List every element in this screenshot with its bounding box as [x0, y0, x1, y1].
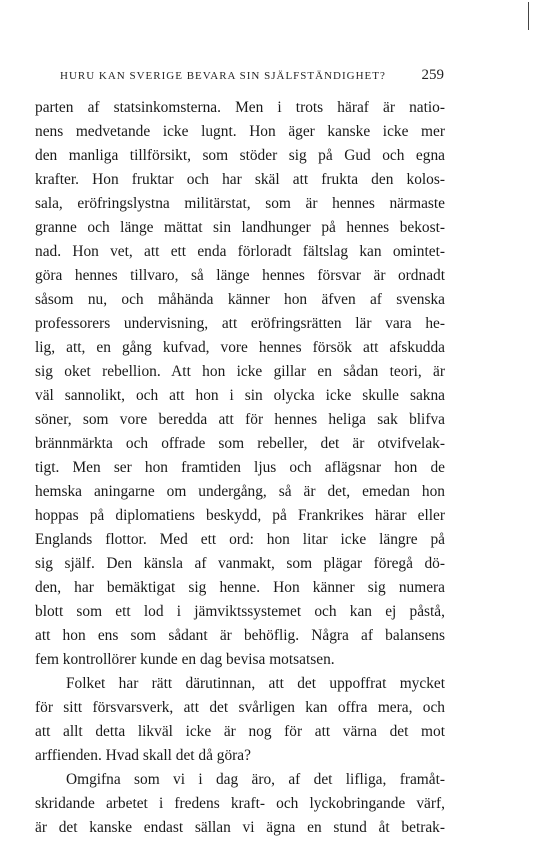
text-line-paragraph-start: Omgifna som vi i dag äro, af det lifliga, framåt-: [66, 771, 445, 788]
text-line: att allt detta likväl icke är nog för att värna det mot: [35, 723, 445, 740]
text-line: nad. Hon vet, att ett enda förloradt fältslag kan omintet-: [35, 243, 445, 260]
text-line: blott som ett lod i jämviktssystemet och kan ej påstå,: [35, 603, 445, 620]
text-line-paragraph-end: fem kontrollörer kunde en dag bevisa motsatsen.: [35, 651, 335, 668]
text-line: nens medvetande icke lugnt. Hon äger kanske icke mer: [35, 123, 445, 140]
text-line: parten af statsinkomsterna. Men i trots häraf är natio-: [35, 99, 445, 116]
text-line: granne och länge mättat sin landhunger på hennes bekost-: [35, 219, 445, 236]
page-edge-mark: [528, 2, 529, 30]
text-line: göra hennes tillvaro, så länge hennes försvar är ordnadt: [35, 267, 445, 284]
text-line: tigt. Men ser hon framtiden ljus och aflägsnar hon de: [35, 459, 445, 476]
text-line: brännmärkta och offrade som rebeller, det är otvifvelak-: [35, 435, 445, 452]
text-line: sala, eröfringslystna militärstat, som är hennes närmaste: [35, 195, 445, 212]
text-line: den, har bemäktigat sig henne. Hon känner sig numera: [35, 579, 445, 596]
text-line: sig själf. Den känsla af vanmakt, som plägar föregå dö-: [35, 555, 445, 572]
text-line: för sitt försvarsverk, att det svårligen kan offra mera, och: [35, 699, 445, 716]
text-line: skridande arbetet i fredens kraft- och lyckobringande värf,: [35, 795, 445, 812]
text-line-paragraph-start: Folket har rätt därutinnan, att det uppoffrat mycket: [66, 675, 445, 692]
text-line: professorers undervisning, att eröfringsrätten lär vara he-: [35, 315, 445, 332]
running-head: HURU KAN SVERIGE BEVARA SIN SJÄLFSTÄNDIGHET?: [60, 70, 386, 82]
text-line: att hon ens som sådant är behöflig. Några af balansens: [35, 627, 445, 644]
text-line: hoppas på diplomatiens beskydd, på Frankrikes härar eller: [35, 507, 445, 524]
text-line: sig oket rebellion. Att hon icke gillar en sådan teori, är: [35, 363, 445, 380]
text-line: söner, som vore beredda att för hennes heliga sak blifva: [35, 411, 445, 428]
text-line: krafter. Hon fruktar och har skäl att frukta den kolos-: [35, 171, 445, 188]
text-line: hemska aningarne om undergång, så är det, emedan hon: [35, 483, 445, 500]
page-number: 259: [421, 67, 444, 83]
text-line: är det kanske endast sällan vi ägna en stund åt betrak-: [35, 819, 445, 836]
text-line: Englands flottor. Med ett ord: hon litar icke längre på: [35, 531, 445, 548]
text-line: lig, att, en gång kufvad, vore hennes försök att afskudda: [35, 339, 445, 356]
text-line: väl sannolikt, och att hon i sin olycka icke skulle sakna: [35, 387, 445, 404]
text-line-paragraph-end: arffienden. Hvad skall det då göra?: [35, 747, 251, 764]
text-line: den manliga tillförsikt, som stöder sig på Gud och egna: [35, 147, 445, 164]
text-line: såsom nu, och måhända känner hon äfven af svenska: [35, 291, 445, 308]
